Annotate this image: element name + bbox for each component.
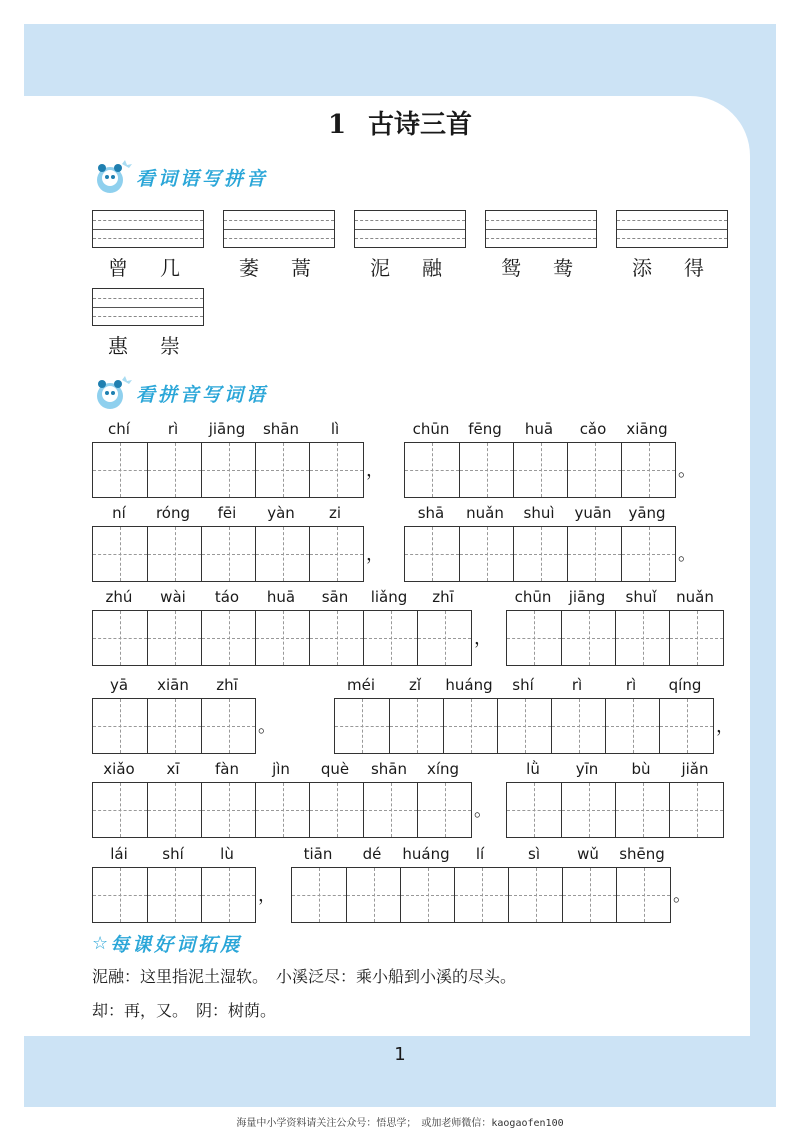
grid-cell[interactable]: [363, 783, 417, 837]
word-char: 融: [422, 256, 442, 280]
pinyin-label: chūn: [514, 588, 552, 606]
writing-grid[interactable]: [291, 867, 671, 923]
grid-cell[interactable]: [567, 443, 621, 497]
punctuation: ，: [474, 628, 492, 649]
section-title: 看拼音写词语: [136, 383, 269, 406]
pinyin-answer-box[interactable]: [223, 210, 335, 248]
word-char: 泥: [370, 256, 390, 280]
punctuation: ，: [258, 885, 276, 906]
punctuation: 。: [673, 885, 691, 906]
word-char: 惠: [108, 334, 128, 358]
pinyin-label: chūn: [412, 420, 450, 438]
writing-grid[interactable]: [92, 782, 472, 838]
grid-cell[interactable]: [507, 783, 561, 837]
grid-cell[interactable]: [363, 611, 417, 665]
writing-grid[interactable]: [92, 867, 256, 923]
grid-cell[interactable]: [669, 783, 723, 837]
grid-cell[interactable]: [443, 699, 497, 753]
writing-grid[interactable]: [334, 698, 714, 754]
pinyin-label: xíng: [426, 760, 460, 778]
pinyin-label: yāng: [628, 504, 666, 522]
word-char: 几: [160, 256, 180, 280]
grid-cell[interactable]: [659, 699, 713, 753]
pinyin-label: chí: [108, 420, 130, 438]
grid-cell[interactable]: [93, 443, 147, 497]
grid-cell[interactable]: [255, 527, 309, 581]
grid-cell[interactable]: [147, 527, 201, 581]
pinyin-label: fēng: [468, 420, 502, 438]
pinyin-label: zhú: [105, 588, 133, 606]
pinyin-label: xiāng: [626, 420, 668, 438]
pinyin-label: shān: [262, 420, 300, 438]
pinyin-label: sì: [528, 845, 540, 863]
punctuation: 。: [258, 716, 276, 737]
pinyin-label: wài: [160, 588, 186, 606]
grid-cell[interactable]: [346, 868, 400, 922]
pinyin-label: huā: [524, 420, 554, 438]
grid-cell[interactable]: [454, 868, 508, 922]
grid-cell[interactable]: [309, 527, 363, 581]
section-title: 每课好词拓展: [110, 934, 243, 956]
punctuation: 。: [678, 460, 696, 481]
grid-cell[interactable]: [201, 611, 255, 665]
grid-cell[interactable]: [567, 527, 621, 581]
pinyin-label: yàn: [267, 504, 295, 522]
grid-cell[interactable]: [615, 783, 669, 837]
pinyin-label: shān: [370, 760, 408, 778]
pinyin-label: rì: [625, 676, 637, 694]
pinyin-label: rì: [167, 420, 179, 438]
pinyin-label: fēi: [217, 504, 237, 522]
writing-grid[interactable]: [404, 442, 676, 498]
pinyin-label: liǎng: [370, 588, 408, 606]
word-char: 崇: [160, 334, 180, 358]
pinyin-answer-box[interactable]: [92, 210, 204, 248]
pinyin-label: bù: [631, 760, 651, 778]
pinyin-label: yā: [109, 676, 129, 694]
punctuation: 。: [474, 800, 492, 821]
lesson-title: 古诗三首: [368, 110, 473, 140]
pinyin-label: shuǐ: [625, 588, 657, 606]
pinyin-answer-box[interactable]: [92, 288, 204, 326]
punctuation: ，: [366, 544, 384, 565]
writing-grid[interactable]: [92, 526, 364, 582]
pinyin-label: shēng: [619, 845, 665, 863]
grid-cell[interactable]: [459, 443, 513, 497]
pinyin-label: què: [320, 760, 350, 778]
grid-cell[interactable]: [93, 868, 147, 922]
punctuation: ，: [366, 460, 384, 481]
pinyin-label: jiāng: [568, 588, 606, 606]
pinyin-label: jiāng: [208, 420, 246, 438]
extension-line-2: 却：再，又。 阴：树荫。: [92, 1001, 277, 1020]
grid-cell[interactable]: [562, 868, 616, 922]
pinyin-answer-box[interactable]: [616, 210, 728, 248]
word-char: 萎: [239, 256, 259, 280]
lesson-number: 1: [327, 110, 347, 140]
pinyin-label: lù: [220, 845, 234, 863]
writing-grid[interactable]: [92, 698, 256, 754]
grid-cell[interactable]: [621, 443, 675, 497]
pinyin-label: yuān: [574, 504, 612, 522]
extension-line-1: 泥融：这里指泥土湿软。 小溪泛尽：乘小船到小溪的尽头。: [92, 967, 517, 986]
pinyin-label: shuì: [523, 504, 555, 522]
page-number: 1: [394, 1044, 406, 1065]
grid-cell[interactable]: [497, 699, 551, 753]
pinyin-label: lì: [330, 420, 340, 438]
footer-note: 海量中小学资料请关注公众号：悟思学； 或加老师微信：kaogaofen100: [236, 1118, 564, 1129]
pinyin-label: xiǎo: [103, 760, 135, 778]
pinyin-label: huáng: [402, 845, 450, 863]
grid-cell[interactable]: [605, 699, 659, 753]
word-char: 添: [632, 256, 652, 280]
grid-cell[interactable]: [459, 527, 513, 581]
page-title: [0, 104, 800, 141]
grid-cell[interactable]: [147, 611, 201, 665]
grid-cell[interactable]: [93, 783, 147, 837]
pinyin-label: huáng: [445, 676, 493, 694]
pinyin-label: jìn: [272, 760, 290, 778]
grid-cell[interactable]: [255, 783, 309, 837]
grid-cell[interactable]: [507, 611, 561, 665]
section-header-write-words: [92, 374, 268, 412]
pinyin-label: sān: [321, 588, 349, 606]
grid-cell[interactable]: [147, 443, 201, 497]
grid-cell[interactable]: [309, 443, 363, 497]
grid-cell[interactable]: [309, 611, 363, 665]
grid-cell[interactable]: [621, 527, 675, 581]
pinyin-label: huā: [266, 588, 296, 606]
writing-grid[interactable]: [506, 782, 724, 838]
writing-grid[interactable]: [92, 610, 472, 666]
grid-cell[interactable]: [508, 868, 562, 922]
pinyin-label: xiān: [157, 676, 189, 694]
pinyin-label: shí: [162, 845, 184, 863]
grid-cell[interactable]: [551, 699, 605, 753]
grid-cell[interactable]: [147, 868, 201, 922]
pinyin-label: nuǎn: [466, 504, 504, 522]
section-header-write-pinyin: [92, 158, 268, 196]
pinyin-label: fàn: [215, 760, 239, 778]
grid-cell[interactable]: [255, 443, 309, 497]
section-header-extension: [92, 930, 242, 957]
pinyin-label: qíng: [668, 676, 702, 694]
grid-cell[interactable]: [201, 868, 255, 922]
grid-cell[interactable]: [405, 443, 459, 497]
pinyin-label: jiǎn: [681, 760, 709, 778]
writing-grid[interactable]: [506, 610, 724, 666]
pinyin-label: táo: [214, 588, 240, 606]
pinyin-label: cǎo: [579, 420, 607, 438]
pinyin-label: dé: [362, 845, 382, 863]
grid-cell[interactable]: [255, 611, 309, 665]
writing-grid[interactable]: [92, 442, 364, 498]
grid-cell[interactable]: [93, 527, 147, 581]
grid-cell[interactable]: [561, 783, 615, 837]
grid-cell[interactable]: [615, 611, 669, 665]
pinyin-label: yīn: [575, 760, 599, 778]
pinyin-label: róng: [155, 504, 191, 522]
pinyin-label: lái: [110, 845, 128, 863]
pinyin-answer-box[interactable]: [485, 210, 597, 248]
grid-cell[interactable]: [400, 868, 454, 922]
pinyin-label: zhī: [432, 588, 454, 606]
pinyin-label: shā: [417, 504, 445, 522]
word-char: 蒿: [291, 256, 311, 280]
grid-cell[interactable]: [201, 443, 255, 497]
grid-cell[interactable]: [201, 783, 255, 837]
pinyin-label: zǐ: [408, 676, 422, 694]
pinyin-answer-box[interactable]: [354, 210, 466, 248]
grid-cell[interactable]: [147, 783, 201, 837]
pinyin-label: zi: [328, 504, 342, 522]
panda-icon: [92, 158, 134, 196]
grid-cell[interactable]: [513, 527, 567, 581]
grid-cell[interactable]: [417, 611, 471, 665]
grid-cell[interactable]: [389, 699, 443, 753]
star-icon: ☆: [92, 933, 109, 954]
pinyin-label: ní: [112, 504, 126, 522]
punctuation: 。: [678, 544, 696, 565]
grid-cell[interactable]: [93, 699, 147, 753]
panda-icon: [92, 374, 134, 412]
word-char: 鸯: [553, 256, 573, 280]
pinyin-label: xī: [166, 760, 180, 778]
grid-cell[interactable]: [561, 611, 615, 665]
grid-cell[interactable]: [335, 699, 389, 753]
pinyin-label: lí: [475, 845, 485, 863]
pinyin-label: zhī: [216, 676, 238, 694]
pinyin-label: lǜ: [526, 760, 540, 778]
pinyin-label: méi: [346, 676, 375, 694]
grid-cell[interactable]: [417, 783, 471, 837]
word-char: 鸳: [501, 256, 521, 280]
pinyin-label: nuǎn: [676, 588, 714, 606]
word-char: 得: [684, 256, 704, 280]
pinyin-label: rì: [571, 676, 583, 694]
grid-cell[interactable]: [309, 783, 363, 837]
grid-cell[interactable]: [201, 699, 255, 753]
grid-cell[interactable]: [93, 611, 147, 665]
grid-cell[interactable]: [201, 527, 255, 581]
punctuation: ，: [716, 716, 734, 737]
grid-cell[interactable]: [513, 443, 567, 497]
pinyin-label: tiān: [303, 845, 333, 863]
pinyin-label: wǔ: [577, 845, 599, 863]
pinyin-label: shí: [512, 676, 534, 694]
grid-cell[interactable]: [292, 868, 346, 922]
grid-cell[interactable]: [147, 699, 201, 753]
grid-cell[interactable]: [616, 868, 670, 922]
word-char: 曾: [108, 256, 128, 280]
grid-cell[interactable]: [669, 611, 723, 665]
section-title: 看词语写拼音: [136, 167, 269, 190]
writing-grid[interactable]: [404, 526, 676, 582]
grid-cell[interactable]: [405, 527, 459, 581]
